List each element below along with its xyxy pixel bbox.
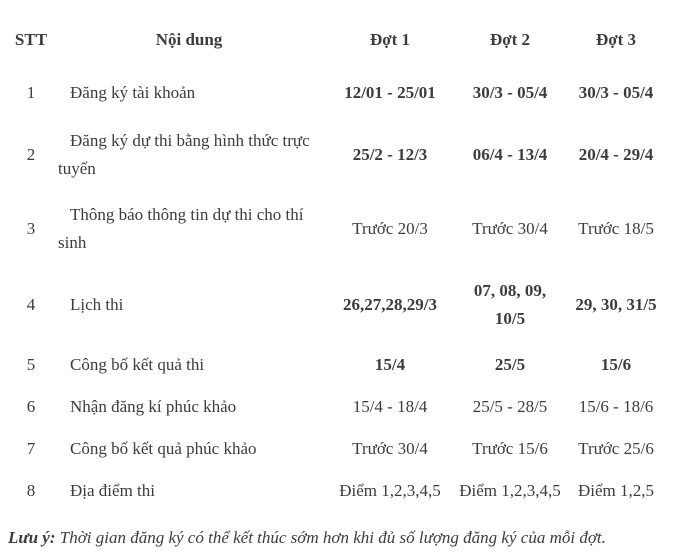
- header-noi-dung: Nội dung: [155, 30, 223, 49]
- dot2-cell: 07, 08, 09, 10/5: [473, 281, 547, 328]
- dot2-cell: 06/4 - 13/4: [472, 145, 548, 164]
- content-cell: Địa điểm thi: [70, 481, 155, 500]
- dot3-cell: 15/6: [600, 355, 632, 374]
- content-cell: Đăng ký tài khoản: [70, 83, 196, 102]
- table-row: [8, 192, 668, 266]
- row-number-cell: 3: [26, 219, 36, 238]
- dot1-cell: Trước 20/3: [352, 219, 428, 238]
- table-row: [8, 344, 668, 386]
- header-dot-1: Đợt 1: [369, 30, 411, 49]
- table-header: [8, 10, 668, 68]
- content-cell: Công bố kết quả phúc khảo: [70, 439, 257, 458]
- content-cell: Lịch thi: [70, 295, 124, 314]
- dot1-cell: 15/4 - 18/4: [352, 397, 428, 416]
- dot1-cell: 15/4: [374, 355, 406, 374]
- row-number-cell: 8: [26, 481, 36, 500]
- row-number-cell: 5: [26, 355, 36, 374]
- note-label: Lưu ý:: [8, 528, 56, 547]
- dot1-cell: Điểm 1,2,3,4,5: [339, 481, 441, 500]
- table-row: [8, 470, 668, 512]
- dot1-cell: 12/01 - 25/01: [344, 83, 436, 102]
- dot3-cell: Điểm 1,2,5: [577, 481, 655, 500]
- dot2-cell: Điểm 1,2,3,4,5: [459, 481, 561, 500]
- dot2-cell: Trước 15/6: [472, 439, 548, 458]
- row-number-cell: 7: [26, 439, 36, 458]
- table-body: [8, 68, 668, 512]
- dot3-cell: 20/4 - 29/4: [578, 145, 654, 164]
- table-row: [8, 118, 668, 192]
- row-number-cell: 2: [26, 145, 36, 164]
- dot2-cell: Trước 30/4: [472, 219, 548, 238]
- header-dot-2: Đợt 2: [489, 30, 531, 49]
- content-cell: Công bố kết quả thi: [70, 355, 205, 374]
- content-cell: Đăng ký dự thi bằng hình thức trực tuyến: [58, 131, 310, 178]
- dot1-cell: Trước 30/4: [352, 439, 428, 458]
- row-number-cell: 6: [26, 397, 36, 416]
- dot3-cell: 30/3 - 05/4: [578, 83, 654, 102]
- table-row: [8, 428, 668, 470]
- dot3-cell: Trước 18/5: [578, 219, 654, 238]
- note: [8, 524, 670, 552]
- table-row: [8, 386, 668, 428]
- dot1-cell: 26,27,28,29/3: [343, 295, 437, 314]
- note-text: Thời gian đăng ký có thể kết thúc sớm hơn khi đủ số lượng đăng ký của mỗi đợt.: [59, 528, 606, 547]
- dot3-cell: 15/6 - 18/6: [578, 397, 654, 416]
- table-row: [8, 68, 668, 118]
- content-cell: Thông báo thông tin dự thi cho thí sinh: [58, 205, 304, 252]
- dot1-cell: 25/2 - 12/3: [352, 145, 428, 164]
- header-row: [8, 10, 668, 68]
- dot2-cell: 30/3 - 05/4: [472, 83, 548, 102]
- dot3-cell: Trước 25/6: [578, 439, 654, 458]
- header-dot-3: Đợt 3: [595, 30, 637, 49]
- dot2-cell: 25/5: [494, 355, 526, 374]
- exam-schedule-table: [8, 10, 668, 512]
- content-cell: Nhận đăng kí phúc khảo: [70, 397, 237, 416]
- dot3-cell: 29, 30, 31/5: [575, 295, 657, 314]
- row-number-cell: 1: [26, 83, 36, 102]
- table-row: [8, 266, 668, 344]
- row-number-cell: 4: [26, 295, 36, 314]
- header-stt: STT: [14, 30, 48, 49]
- dot2-cell: 25/5 - 28/5: [472, 397, 548, 416]
